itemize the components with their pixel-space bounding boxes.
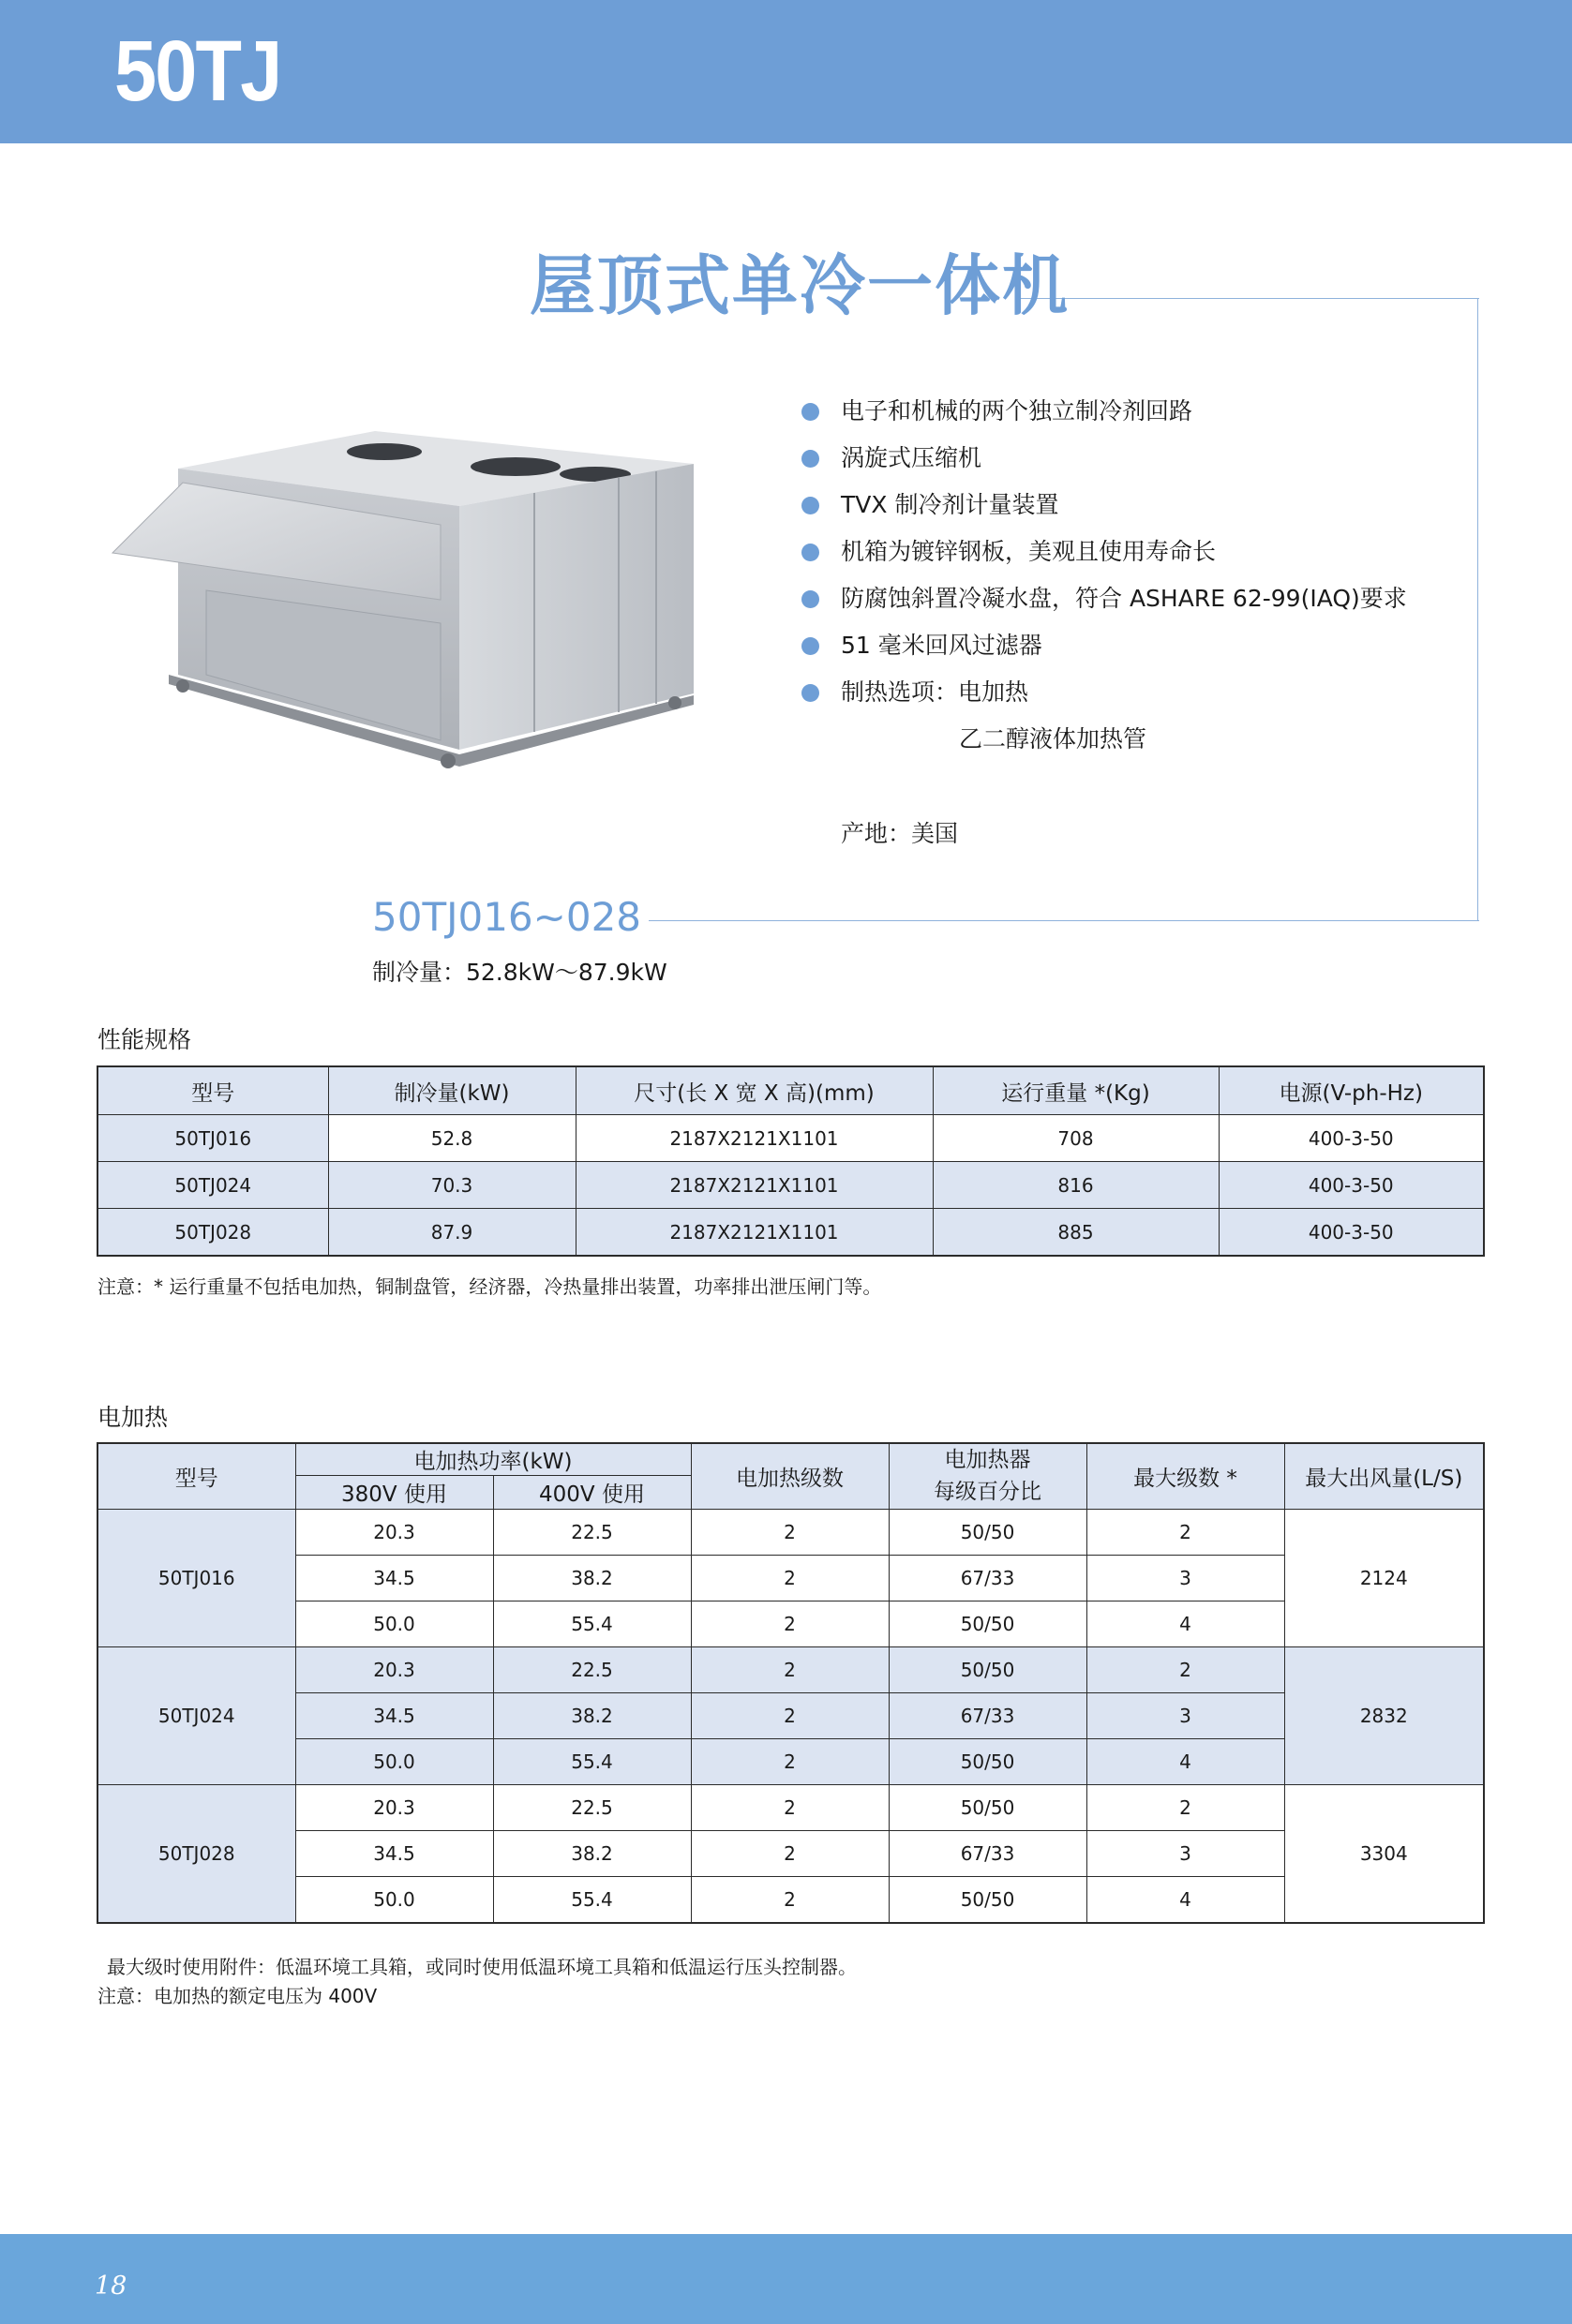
page-number: 18 <box>95 2272 127 2301</box>
table-row <box>97 1831 1484 1877</box>
table-cell: 67/33 <box>889 1693 1086 1739</box>
table-cell: 67/33 <box>889 1831 1086 1877</box>
column-header <box>889 1443 1086 1510</box>
footer-band <box>0 2234 1572 2324</box>
table-row <box>97 1877 1484 1924</box>
bullet-dot-icon <box>801 590 819 608</box>
table-row <box>97 1115 1484 1162</box>
table-cell: 2 <box>691 1831 889 1877</box>
table-cell: 50TJ028 <box>97 1785 295 1924</box>
table-cell: 50/50 <box>889 1510 1086 1556</box>
table-cell: 3304 <box>1284 1785 1484 1924</box>
table-cell: 3 <box>1086 1556 1284 1601</box>
model-range: 50TJ016~028 <box>372 894 642 940</box>
table-cell: 2 <box>1086 1510 1284 1556</box>
table-cell: 52.8 <box>328 1115 576 1162</box>
electric-heat-section-title: 电加热 <box>97 1404 169 1431</box>
bullet-dot-icon <box>801 497 819 514</box>
table-cell: 20.3 <box>295 1785 493 1831</box>
table-cell: 400-3-50 <box>1219 1115 1484 1162</box>
header-line: 每级百分比 <box>934 1479 1042 1504</box>
table-cell: 2 <box>691 1601 889 1647</box>
frame-line-bottom <box>649 920 1479 921</box>
table-cell: 816 <box>933 1162 1219 1209</box>
performance-note: 注意：* 运行重量不包括电加热，铜制盘管，经济器，冷热量排出装置，功率排出泄压闸门等。 <box>97 1275 882 1298</box>
table-row <box>97 1510 1484 1556</box>
header-title: 50TJ <box>114 23 281 119</box>
table-cell: 2187X2121X1101 <box>576 1209 933 1257</box>
table-cell: 50/50 <box>889 1785 1086 1831</box>
table-row <box>97 1601 1484 1647</box>
table-header-row <box>97 1443 1484 1476</box>
product-title: 屋顶式单冷一体机 <box>530 247 1070 324</box>
table-cell: 55.4 <box>493 1877 691 1924</box>
table-cell: 87.9 <box>328 1209 576 1257</box>
table-cell: 3 <box>1086 1693 1284 1739</box>
table-cell: 885 <box>933 1209 1219 1257</box>
table-row <box>97 1162 1484 1209</box>
table-cell: 2 <box>1086 1647 1284 1693</box>
list-item: 电子和机械的两个独立制冷剂回路 <box>801 392 1476 439</box>
table-cell: 50.0 <box>295 1877 493 1924</box>
bullet-dot-icon <box>801 637 819 655</box>
column-header: 电加热功率(kW) <box>295 1443 691 1476</box>
table-cell: 70.3 <box>328 1162 576 1209</box>
table-row <box>97 1647 1484 1693</box>
column-header: 最大出风量(L/S) <box>1284 1443 1484 1510</box>
frame-line-top <box>1020 298 1479 299</box>
table-cell: 22.5 <box>493 1647 691 1693</box>
electric-heat-note-1: 最大级时使用附件：低温环境工具箱，或同时使用低温环境工具箱和低温运行压头控制器。 <box>107 1956 857 1978</box>
table-cell: 67/33 <box>889 1556 1086 1601</box>
list-item: 制热选项：电加热 <box>801 673 1476 720</box>
feature-sub-item: 乙二醇液体加热管 <box>959 725 1147 752</box>
column-header: 电源(V-ph-Hz) <box>1219 1066 1484 1115</box>
bullet-dot-icon <box>801 403 819 421</box>
performance-section-title: 性能规格 <box>97 1026 192 1053</box>
list-item: 涡旋式压缩机 <box>801 439 1476 485</box>
table-cell: 22.5 <box>493 1510 691 1556</box>
table-cell: 55.4 <box>493 1601 691 1647</box>
capacity-range: 制冷量：52.8kW～87.9kW <box>372 959 667 986</box>
table-row <box>97 1693 1484 1739</box>
table-header-row <box>97 1066 1484 1115</box>
table-cell: 2 <box>691 1556 889 1601</box>
table-cell: 50TJ016 <box>97 1115 328 1162</box>
list-item: 51 毫米回风过滤器 <box>801 626 1476 673</box>
table-cell: 2124 <box>1284 1510 1484 1647</box>
column-header: 最大级数 * <box>1086 1443 1284 1510</box>
table-cell: 34.5 <box>295 1556 493 1601</box>
table-row <box>97 1556 1484 1601</box>
feature-list <box>801 392 1476 767</box>
table-cell: 4 <box>1086 1739 1284 1785</box>
list-item: 防腐蚀斜置冷凝水盘，符合 ASHARE 62-99(IAQ)要求 <box>801 579 1476 626</box>
table-cell: 38.2 <box>493 1831 691 1877</box>
column-header: 400V 使用 <box>493 1476 691 1510</box>
table-cell: 400-3-50 <box>1219 1162 1484 1209</box>
table-cell: 2187X2121X1101 <box>576 1115 933 1162</box>
column-header: 运行重量 *(Kg) <box>933 1066 1219 1115</box>
column-header: 型号 <box>97 1443 295 1510</box>
column-header: 尺寸(长 X 宽 X 高)(mm) <box>576 1066 933 1115</box>
bullet-dot-icon <box>801 450 819 468</box>
performance-table <box>97 1065 1485 1257</box>
table-cell: 34.5 <box>295 1831 493 1877</box>
table-cell: 2 <box>1086 1785 1284 1831</box>
table-cell: 50TJ016 <box>97 1510 295 1647</box>
table-cell: 50/50 <box>889 1647 1086 1693</box>
table-cell: 50/50 <box>889 1601 1086 1647</box>
table-cell: 50TJ028 <box>97 1209 328 1257</box>
electric-heat-note-2: 注意：电加热的额定电压为 400V <box>97 1985 378 2007</box>
table-cell: 50TJ024 <box>97 1162 328 1209</box>
table-cell: 4 <box>1086 1601 1284 1647</box>
table-cell: 3 <box>1086 1831 1284 1877</box>
list-item: 机箱为镀锌钢板，美观且使用寿命长 <box>801 532 1476 579</box>
table-cell: 55.4 <box>493 1739 691 1785</box>
table-row <box>97 1785 1484 1831</box>
table-cell: 400-3-50 <box>1219 1209 1484 1257</box>
table-row <box>97 1739 1484 1785</box>
table-cell: 50.0 <box>295 1601 493 1647</box>
table-cell: 38.2 <box>493 1556 691 1601</box>
frame-line-right <box>1477 298 1478 921</box>
origin-text: 产地：美国 <box>841 820 959 847</box>
table-cell: 50TJ024 <box>97 1647 295 1785</box>
bullet-dot-icon <box>801 544 819 561</box>
table-cell: 2 <box>691 1647 889 1693</box>
table-cell: 2832 <box>1284 1647 1484 1785</box>
table-cell: 708 <box>933 1115 1219 1162</box>
header-line: 电加热器 <box>944 1448 1031 1473</box>
column-header: 380V 使用 <box>295 1476 493 1510</box>
table-cell: 2 <box>691 1785 889 1831</box>
table-cell: 22.5 <box>493 1785 691 1831</box>
table-cell: 50.0 <box>295 1739 493 1785</box>
table-cell: 20.3 <box>295 1647 493 1693</box>
table-cell: 2 <box>691 1510 889 1556</box>
table-cell: 50/50 <box>889 1877 1086 1924</box>
table-cell: 34.5 <box>295 1693 493 1739</box>
table-cell: 50/50 <box>889 1739 1086 1785</box>
table-cell: 2187X2121X1101 <box>576 1162 933 1209</box>
table-cell: 2 <box>691 1739 889 1785</box>
table-cell: 4 <box>1086 1877 1284 1924</box>
table-row <box>97 1209 1484 1257</box>
bullet-dot-icon <box>801 684 819 702</box>
table-cell: 38.2 <box>493 1693 691 1739</box>
rooftop-unit-image <box>94 394 731 815</box>
table-cell: 2 <box>691 1693 889 1739</box>
table-cell: 20.3 <box>295 1510 493 1556</box>
electric-heat-table <box>97 1442 1485 1924</box>
column-header: 电加热级数 <box>691 1443 889 1510</box>
list-item: TVX 制冷剂计量装置 <box>801 485 1476 532</box>
column-header: 型号 <box>97 1066 328 1115</box>
table-cell: 2 <box>691 1877 889 1924</box>
column-header: 制冷量(kW) <box>328 1066 576 1115</box>
